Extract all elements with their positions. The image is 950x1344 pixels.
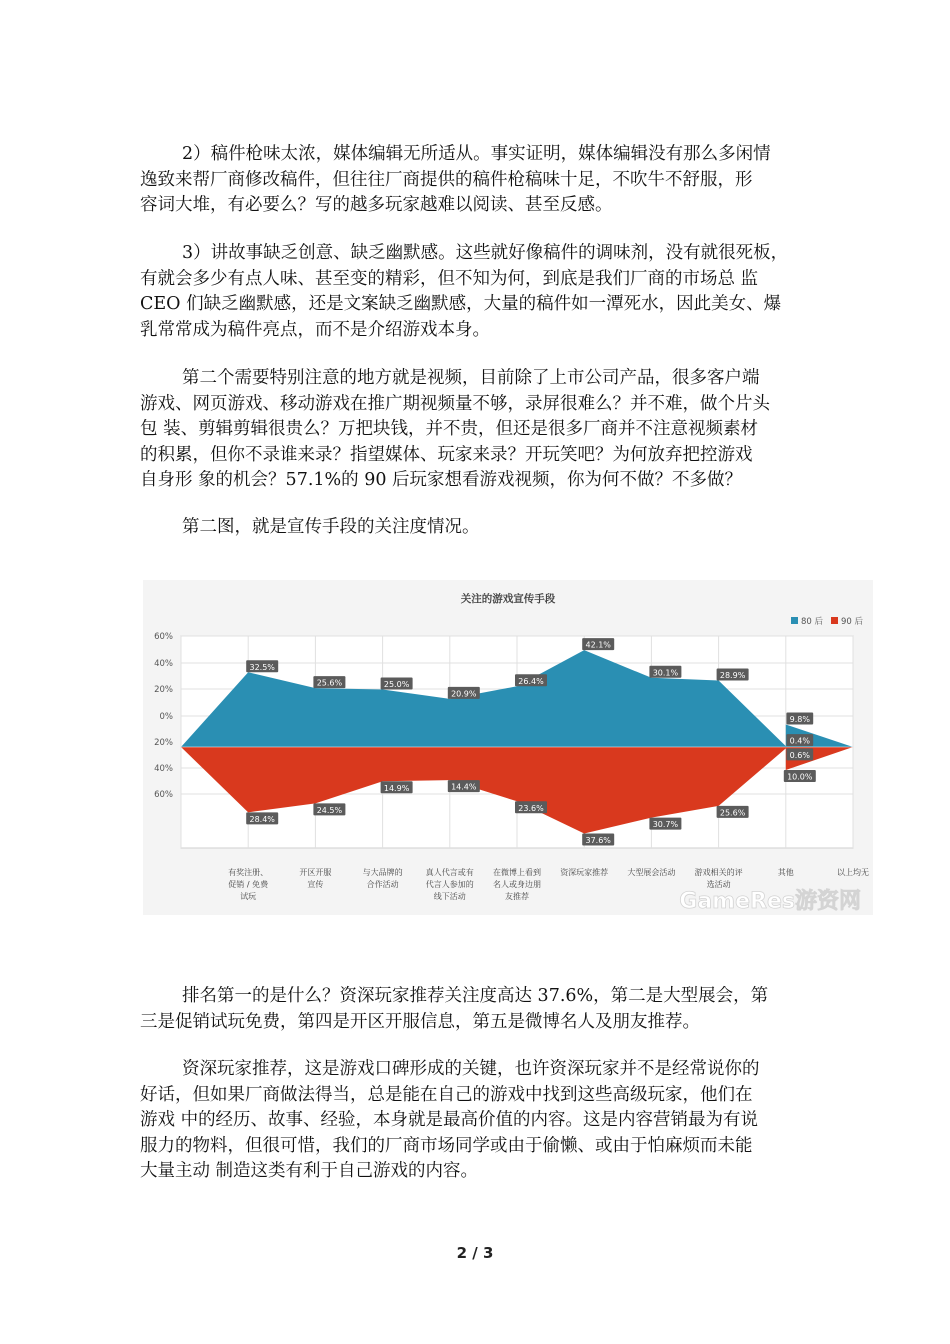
series-80-data-label: 28.9% (719, 671, 746, 681)
x-category-label: 以上均无 (837, 868, 869, 877)
y-tick-label: 0% (159, 712, 173, 722)
legend-label: 90 后 (841, 617, 864, 627)
series-90-data-label: 10.0% (787, 772, 813, 782)
text-line: 有就会多少有点人味、甚至变的精彩，但不知为何，到底是我们厂商的市场总 监 (140, 268, 759, 289)
y-tick-label: 60% (154, 632, 173, 642)
text-line: 2）稿件枪味太浓，媒体编辑无所适从。事实证明，媒体编辑没有那么多闲情 (182, 144, 771, 164)
text-line: 资深玩家推荐，这是游戏口碑形成的关键，也许资深玩家并不是经常说你的 (182, 1059, 760, 1079)
paragraph-6 (140, 1057, 820, 1185)
y-tick-label: 20% (154, 685, 173, 695)
x-category-label: 友推荐 (505, 892, 529, 901)
x-category-label: 游戏相关的评 (694, 868, 743, 877)
series-80-data-label: 25.0% (383, 680, 410, 689)
y-tick-label: 40% (154, 764, 173, 774)
y-tick-label: 20% (154, 738, 173, 748)
series-90-data-label: 28.4% (249, 814, 275, 824)
x-category-label: 资深玩家推荐 (560, 868, 609, 877)
legend-label: 80 后 (801, 617, 824, 627)
page-number: 2 / 3 (456, 1244, 494, 1262)
series-80-data-label: 25.6% (316, 678, 343, 688)
watermark: GameRes游资网 (679, 889, 861, 914)
chart-svg (143, 580, 873, 915)
x-category-label: 有奖注册、 (228, 868, 269, 877)
series-80-data-label: 30.1% (652, 668, 679, 678)
paragraph-2 (140, 241, 820, 343)
text-line: 排名第一的是什么？资深玩家推荐关注度高达 37.6%，第二是大型展会，第 (182, 986, 769, 1006)
series-80-data-label: 0.4% (789, 736, 810, 746)
text-line: 逸致来帮厂商修改稿件，但往往厂商提供的稿件枪稿味十足，不吹牛不舒服，形 (140, 169, 753, 190)
series-80-data-label: 9.8% (789, 714, 810, 724)
text-line: 三是促销试玩免费，第四是开区开服信息，第五是微博名人及朋友推荐。 (140, 1011, 700, 1032)
text-line: 自身形 象的机会？57.1%的 90 后玩家想看游戏视频，你为何不做？不多做？ (140, 470, 743, 490)
series-90-data-label: 14.4% (451, 782, 477, 792)
series-90-data-label: 25.6% (719, 808, 746, 818)
series-90-data-label: 30.7% (652, 820, 679, 830)
paragraph-5 (140, 984, 820, 1035)
series-80-data-label: 42.1% (585, 640, 611, 650)
text-line: 好话，但如果厂商做法得当，总是能在自己的游戏中找到这些高级玩家，他们在 (140, 1084, 753, 1105)
legend-swatch (831, 617, 838, 624)
text-line: 第二图，就是宣传手段的关注度情况。 (182, 517, 480, 537)
x-category-label: 促销 / 免费 (228, 880, 269, 889)
series-80-data-label: 20.9% (451, 689, 477, 699)
chart-title: 关注的游戏宣传手段 (460, 593, 556, 605)
text-line: 容词大堆，有必要么？写的越多玩家越难以阅读、甚至反感。 (140, 195, 613, 215)
text-line: 3）讲故事缺乏创意、缺乏幽默感。这些就好像稿件的调味剂，没有就很死板， (182, 243, 789, 263)
x-category-label: 试玩 (240, 892, 257, 901)
y-tick-label: 60% (154, 790, 173, 800)
x-category-label: 其他 (777, 868, 794, 877)
text-line: 的积累，但你不录谁来录？指望媒体、玩家来录？开玩笑吧？为何放弃把控游戏 (140, 444, 753, 465)
x-category-label: 名人或身边朋 (493, 880, 541, 889)
x-category-label: 宣传 (307, 880, 324, 889)
paragraph-1 (140, 142, 820, 219)
promotion-attention-chart (143, 580, 873, 915)
series-90-data-label: 37.6% (585, 835, 611, 845)
paragraph-3 (140, 366, 820, 494)
series-90-data-label: 23.6% (518, 803, 544, 813)
x-category-label: 与大品牌的 (362, 868, 403, 877)
x-category-label: 选活动 (706, 880, 731, 889)
series-80-data-label: 26.4% (518, 676, 544, 686)
text-line: 游戏、网页游戏、移动游戏在推广期视频量不够，录屏很难么？并不难，做个片头 (140, 393, 770, 414)
x-category-label: 合作活动 (366, 880, 399, 889)
text-line: 第二个需要特别注意的地方就是视频，目前除了上市公司产品，很多客户端 (182, 368, 760, 388)
text-line: 大量主动 制造这类有利于自己游戏的内容。 (140, 1161, 479, 1181)
x-category-label: 真人代言或有 (425, 868, 474, 877)
series-90-data-label: 14.9% (383, 783, 410, 793)
x-category-label: 在微博上看到 (493, 868, 541, 877)
series-80-data-label: 32.5% (249, 662, 275, 672)
text-line: 包 装、剪辑剪辑很贵么？万把块钱，并不贵，但还是很多厂商并不注意视频素材 (140, 419, 759, 439)
paragraph-4 (140, 515, 820, 541)
series-90-data-label: 24.5% (316, 805, 343, 815)
legend-swatch (791, 617, 798, 624)
text-line: 服力的物料，但很可惜，我们的厂商市场同学或由于偷懒、或由于怕麻烦而未能 (140, 1135, 753, 1156)
series-90-data-label: 0.6% (789, 750, 810, 760)
text-line: 乳常常成为稿件亮点，而不是介绍游戏本身。 (140, 319, 490, 340)
text-line: CEO 们缺乏幽默感，还是文案缺乏幽默感，大量的稿件如一潭死水，因此美女、爆 (140, 294, 782, 314)
x-category-label: 开区开服 (299, 868, 332, 877)
x-category-label: 代言人参加的 (425, 880, 474, 889)
x-category-label: 大型展会活动 (627, 868, 676, 877)
y-tick-label: 40% (154, 659, 173, 669)
text-line: 游戏 中的经历、故事、经验，本身就是最高价值的内容。这是内容营销最为有说 (140, 1110, 759, 1130)
x-category-label: 线下活动 (433, 892, 466, 901)
